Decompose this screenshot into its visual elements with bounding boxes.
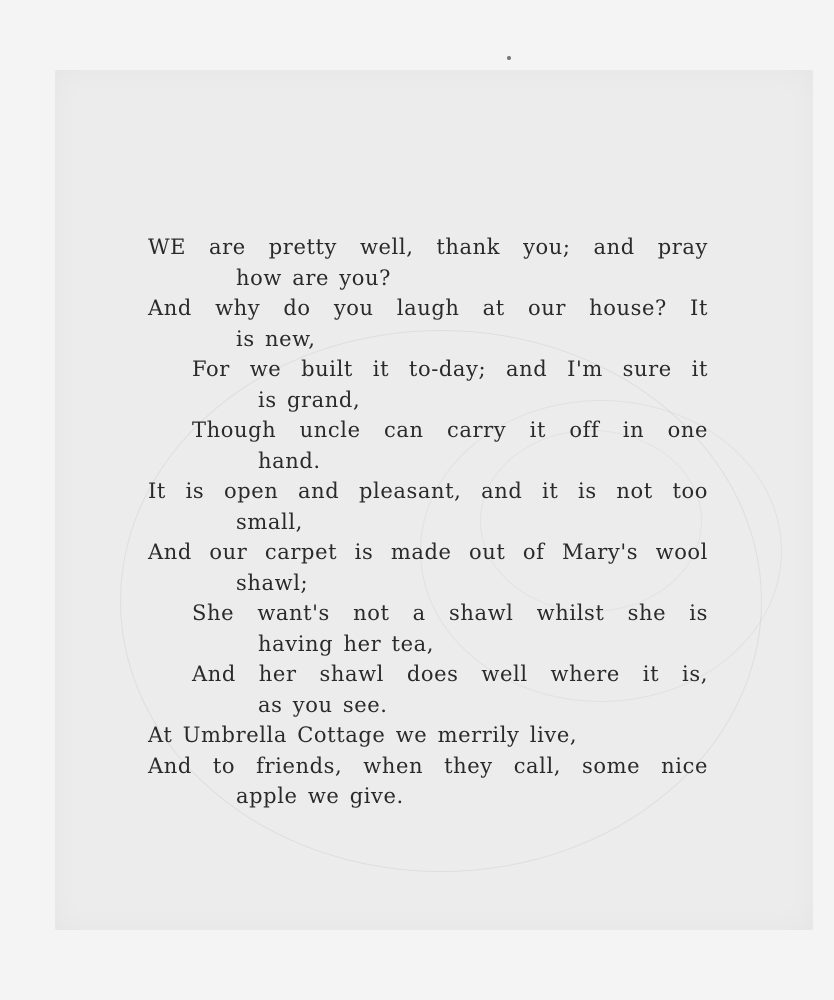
poem-line: Though uncle can carry it off in one bbox=[192, 418, 708, 442]
poem-line: apple we give. bbox=[236, 784, 404, 808]
poem-line: And our carpet is made out of Mary's wool bbox=[148, 540, 708, 564]
poem-line: WE are pretty well, thank you; and pray bbox=[148, 235, 708, 259]
poem-line: And why do you laugh at our house? It bbox=[148, 296, 708, 320]
poem-line: And her shawl does well where it is, bbox=[192, 662, 708, 686]
poem-text bbox=[148, 232, 708, 812]
poem-line: is grand, bbox=[258, 387, 361, 412]
poem-line: having her tea, bbox=[258, 631, 434, 656]
poem-line: shawl; bbox=[236, 570, 309, 595]
ink-speck bbox=[507, 56, 511, 60]
poem-line: It is open and pleasant, and it is not too bbox=[148, 479, 708, 503]
poem-line: She want's not a shawl whilst she is bbox=[192, 601, 708, 625]
poem-line: is new, bbox=[236, 326, 316, 351]
poem-line: as you see. bbox=[258, 692, 388, 717]
poem-line: And to friends, when they call, some nice bbox=[148, 753, 708, 778]
poem-line: how are you? bbox=[236, 265, 391, 290]
poem-line: At Umbrella Cottage we merrily live, bbox=[148, 723, 578, 747]
poem-line: For we built it to-day; and I'm sure it bbox=[192, 357, 708, 381]
poem-line: hand. bbox=[258, 448, 321, 473]
poem-line: small, bbox=[236, 509, 303, 534]
